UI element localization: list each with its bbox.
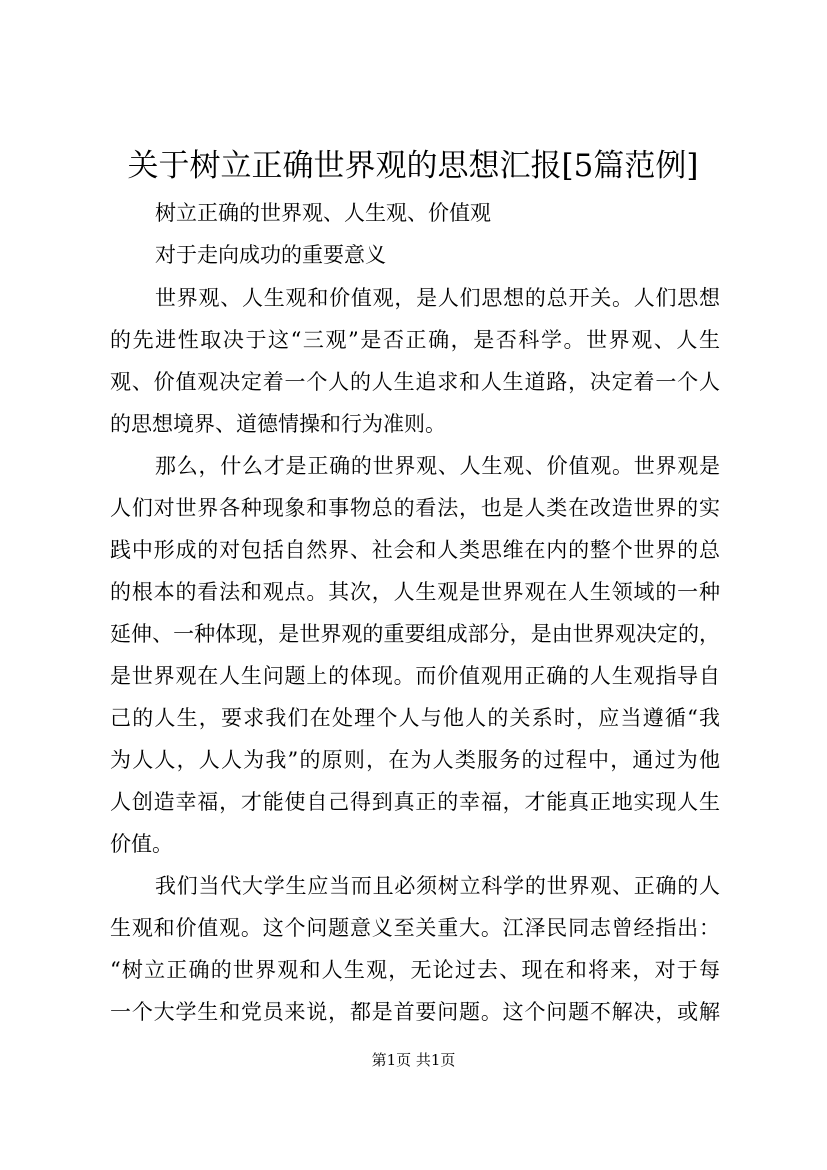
paragraph-1-line-3: 观、价值观决定着一个人的人生追求和人生道路，决定着一个人 bbox=[110, 370, 720, 394]
paragraph-2-line-1: 那么，什么才是正确的世界观、人生观、价值观。世界观是 bbox=[155, 454, 720, 478]
paragraph-2-line-2: 人们对世界各种现象和事物总的看法，也是人类在改造世界的实 bbox=[110, 496, 720, 520]
paragraph-2-line-3: 践中形成的对包括自然界、社会和人类思维在内的整个世界的总 bbox=[110, 538, 720, 562]
paragraph-3-line-2: 生观和价值观。这个问题意义至关重大。江泽民同志曾经指出： bbox=[110, 916, 720, 940]
document-title: 关于树立正确世界观的思想汇报[5篇范例] bbox=[127, 148, 699, 184]
paragraph-1-line-4: 的思想境界、道德情操和行为准则。 bbox=[110, 412, 446, 436]
paragraph-2-line-5: 延伸、一种体现，是世界观的重要组成部分，是由世界观决定的， bbox=[110, 622, 720, 646]
paragraph-1-line-2: 的先进性取决于这“三观”是否正确，是否科学。世界观、人生 bbox=[110, 328, 720, 352]
subtitle-line-2: 对于走向成功的重要意义 bbox=[155, 243, 386, 267]
paragraph-1-line-1: 世界观、人生观和价值观，是人们思想的总开关。人们思想 bbox=[155, 286, 720, 310]
paragraph-3-line-4: 一个大学生和党员来说，都是首要问题。这个问题不解决，或解 bbox=[110, 1000, 720, 1024]
subtitle-line-1: 树立正确的世界观、人生观、价值观 bbox=[155, 201, 491, 225]
page-footer: 第1页 共1页 bbox=[371, 1051, 456, 1069]
paragraph-3-line-3: “树立正确的世界观和人生观，无论过去、现在和将来，对于每 bbox=[110, 958, 720, 982]
paragraph-2-line-4: 的根本的看法和观点。其次，人生观是世界观在人生领域的一种 bbox=[110, 580, 720, 604]
paragraph-2-line-7: 己的人生，要求我们在处理个人与他人的关系时，应当遵循“我 bbox=[110, 706, 720, 730]
paragraph-2-line-10: 价值。 bbox=[110, 832, 173, 856]
paragraph-2-line-8: 为人人，人人为我”的原则，在为人类服务的过程中，通过为他 bbox=[110, 748, 720, 772]
paragraph-3-line-1: 我们当代大学生应当而且必须树立科学的世界观、正确的人 bbox=[155, 874, 720, 898]
paragraph-2-line-9: 人创造幸福，才能使自己得到真正的幸福，才能真正地实现人生 bbox=[110, 790, 720, 814]
paragraph-2-line-6: 是世界观在人生问题上的体现。而价值观用正确的人生观指导自 bbox=[110, 664, 720, 688]
